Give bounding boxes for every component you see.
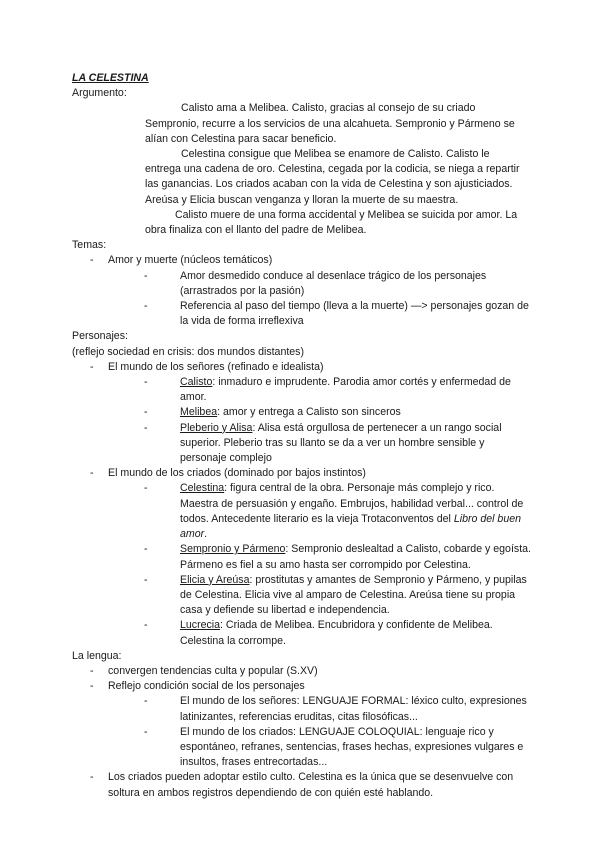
document-body xyxy=(72,71,532,801)
personajes-intro: (reflejo sociedad en crisis: dos mundos distantes) xyxy=(72,345,304,358)
dash-bullet: - xyxy=(90,467,94,480)
dash-bullet: - xyxy=(144,376,148,389)
dash-bullet: - xyxy=(144,421,148,434)
dash-bullet: - xyxy=(144,725,148,738)
list-item xyxy=(144,694,532,724)
temas-subitem-2: Referencia al paso del tiempo (lleva a la muerte) —> personajes gozan de la vida de forma irreflexiva xyxy=(180,300,529,328)
temas-list xyxy=(72,253,532,329)
dash-bullet: - xyxy=(90,771,94,784)
dash-bullet: - xyxy=(144,695,148,708)
dash-bullet: - xyxy=(144,300,148,313)
dash-bullet: - xyxy=(90,360,94,373)
character-name: Lucrecia xyxy=(180,619,221,632)
dash-bullet: - xyxy=(144,543,148,556)
list-item xyxy=(144,725,532,771)
list-item xyxy=(72,679,532,770)
lengua-list xyxy=(72,664,532,801)
dash-bullet: - xyxy=(90,254,94,267)
list-item xyxy=(72,466,532,648)
character-description: : Sempronio deslealtad a Calisto, cobarde y egoísta. Pármeno es fiel a su amo hasta ser corrompido por Celestina. xyxy=(180,543,531,571)
dash-bullet: - xyxy=(90,664,94,677)
personajes-heading: Personajes: xyxy=(72,330,128,343)
argumento-block xyxy=(145,101,525,238)
list-item xyxy=(144,542,532,572)
lengua-subitem-2: El mundo de los criados: LENGUAJE COLOQUIAL: lenguaje rico y espontáneo, refranes, sentencias, frases hechas, expresiones vulgares e insultos, frases entrecortadas... xyxy=(180,725,524,769)
character-name: Celestina xyxy=(180,482,225,495)
character-name: Pleberio y Alisa xyxy=(180,421,253,434)
character-description: : inmaduro e imprudente. Parodia amor cortés y enfermedad de amor. xyxy=(180,376,511,404)
list-item xyxy=(144,269,532,299)
criados-sublist xyxy=(108,481,532,648)
character-description: : figura central de la obra. Personaje más complejo y rico. Maestra de persuasión y engaño. Embrujos, habilidad verbal... control de todos. Antecedente literario es la vieja Trotaconventos del xyxy=(180,482,524,525)
temas-item: Amor y muerte (núcleos temáticos) xyxy=(108,254,273,267)
dash-bullet: - xyxy=(144,573,148,586)
list-item xyxy=(72,360,532,466)
list-item xyxy=(144,299,532,329)
list-item xyxy=(144,405,532,420)
criados-label: El mundo de los criados (dominado por bajos instintos) xyxy=(108,467,366,480)
lengua-subitem-1: El mundo de los señores: LENGUAJE FORMAL: léxico culto, expresiones latinizantes, referencias eruditas, citas filosóficas... xyxy=(180,695,527,723)
character-name: Sempronio y Pármeno xyxy=(180,543,286,556)
list-item xyxy=(144,481,532,542)
list-item xyxy=(144,421,532,467)
book-title: Libro del buen amor xyxy=(180,512,521,541)
character-description: : amor y entrega a Calisto son sinceros xyxy=(217,406,401,419)
list-item xyxy=(144,573,532,619)
argumento-heading: Argumento: xyxy=(72,87,127,100)
character-name: Elicia y Areúsa xyxy=(180,573,250,586)
lengua-item-2: Reflejo condición social de los personajes xyxy=(108,680,305,693)
lengua-item-3: Los criados pueden adoptar estilo culto. Celestina es la única que se desenvuelve con soltura en ambos registros dependiendo de con quién esté hablando. xyxy=(108,771,514,799)
lengua-item-1: convergen tendencias culta y popular (S.XV) xyxy=(108,664,318,677)
lengua-heading: La lengua: xyxy=(72,649,122,662)
argumento-paragraph-3: Calisto muere de una forma accidental y Melibea se suicida por amor. La obra finaliza con el llanto del padre de Melibea. xyxy=(145,208,518,237)
list-item xyxy=(144,375,532,405)
lengua-sublist xyxy=(108,694,532,770)
character-name: Melibea xyxy=(180,406,218,419)
page-title: LA CELESTINA xyxy=(72,72,149,84)
character-description: : prostitutas y amantes de Sempronio y Pármeno, y pupilas de Celestina. Elicia vive al amparo de Celestina. Areúsa tiene su propia casa y defiende su libertad e independencia. xyxy=(180,573,527,617)
character-description: : Criada de Melibea. Encubridora y confidente de Melibea. Celestina la corrompe. xyxy=(180,619,493,647)
sentence-end: . xyxy=(204,528,208,541)
dash-bullet: - xyxy=(90,680,94,693)
senores-sublist xyxy=(108,375,532,466)
character-description: : Alisa está orgullosa de pertenecer a un rango social superior. Pleberio tras su llanto se da a ver un hombre sensible y personaje complejo xyxy=(180,421,502,465)
dash-bullet: - xyxy=(144,406,148,419)
temas-subitem-1: Amor desmedido conduce al desenlace trágico de los personajes (arrastrados por la pasión) xyxy=(180,269,487,297)
temas-sublist xyxy=(108,269,532,330)
list-item xyxy=(144,618,532,648)
argumento-paragraph-1: Calisto ama a Melibea. Calisto, gracias al consejo de su criado Sempronio, recurre a los servicios de una alcahueta. Sempronio y Pármeno se alían con Celestina para sacar beneficio. xyxy=(145,102,515,145)
list-item xyxy=(72,664,532,679)
personajes-list xyxy=(72,360,532,649)
senores-label: El mundo de los señores (refinado e idealista) xyxy=(108,360,324,373)
dash-bullet: - xyxy=(144,482,148,495)
dash-bullet: - xyxy=(144,269,148,282)
temas-heading: Temas: xyxy=(72,239,107,252)
list-item xyxy=(72,253,532,329)
dash-bullet: - xyxy=(144,619,148,632)
list-item xyxy=(72,770,532,800)
character-name: Calisto xyxy=(180,376,213,389)
argumento-paragraph-2: Celestina consigue que Melibea se enamore de Calisto. Calisto le entrega una cadena de oro. Celestina, cegada por la codicia, se niega a repartir las ganancias. Los criados acaban con la vida de Celestina y son ajusticiados. Areúsa y Elicia buscan venganza y lloran la muerte de su maestra. xyxy=(145,148,520,206)
